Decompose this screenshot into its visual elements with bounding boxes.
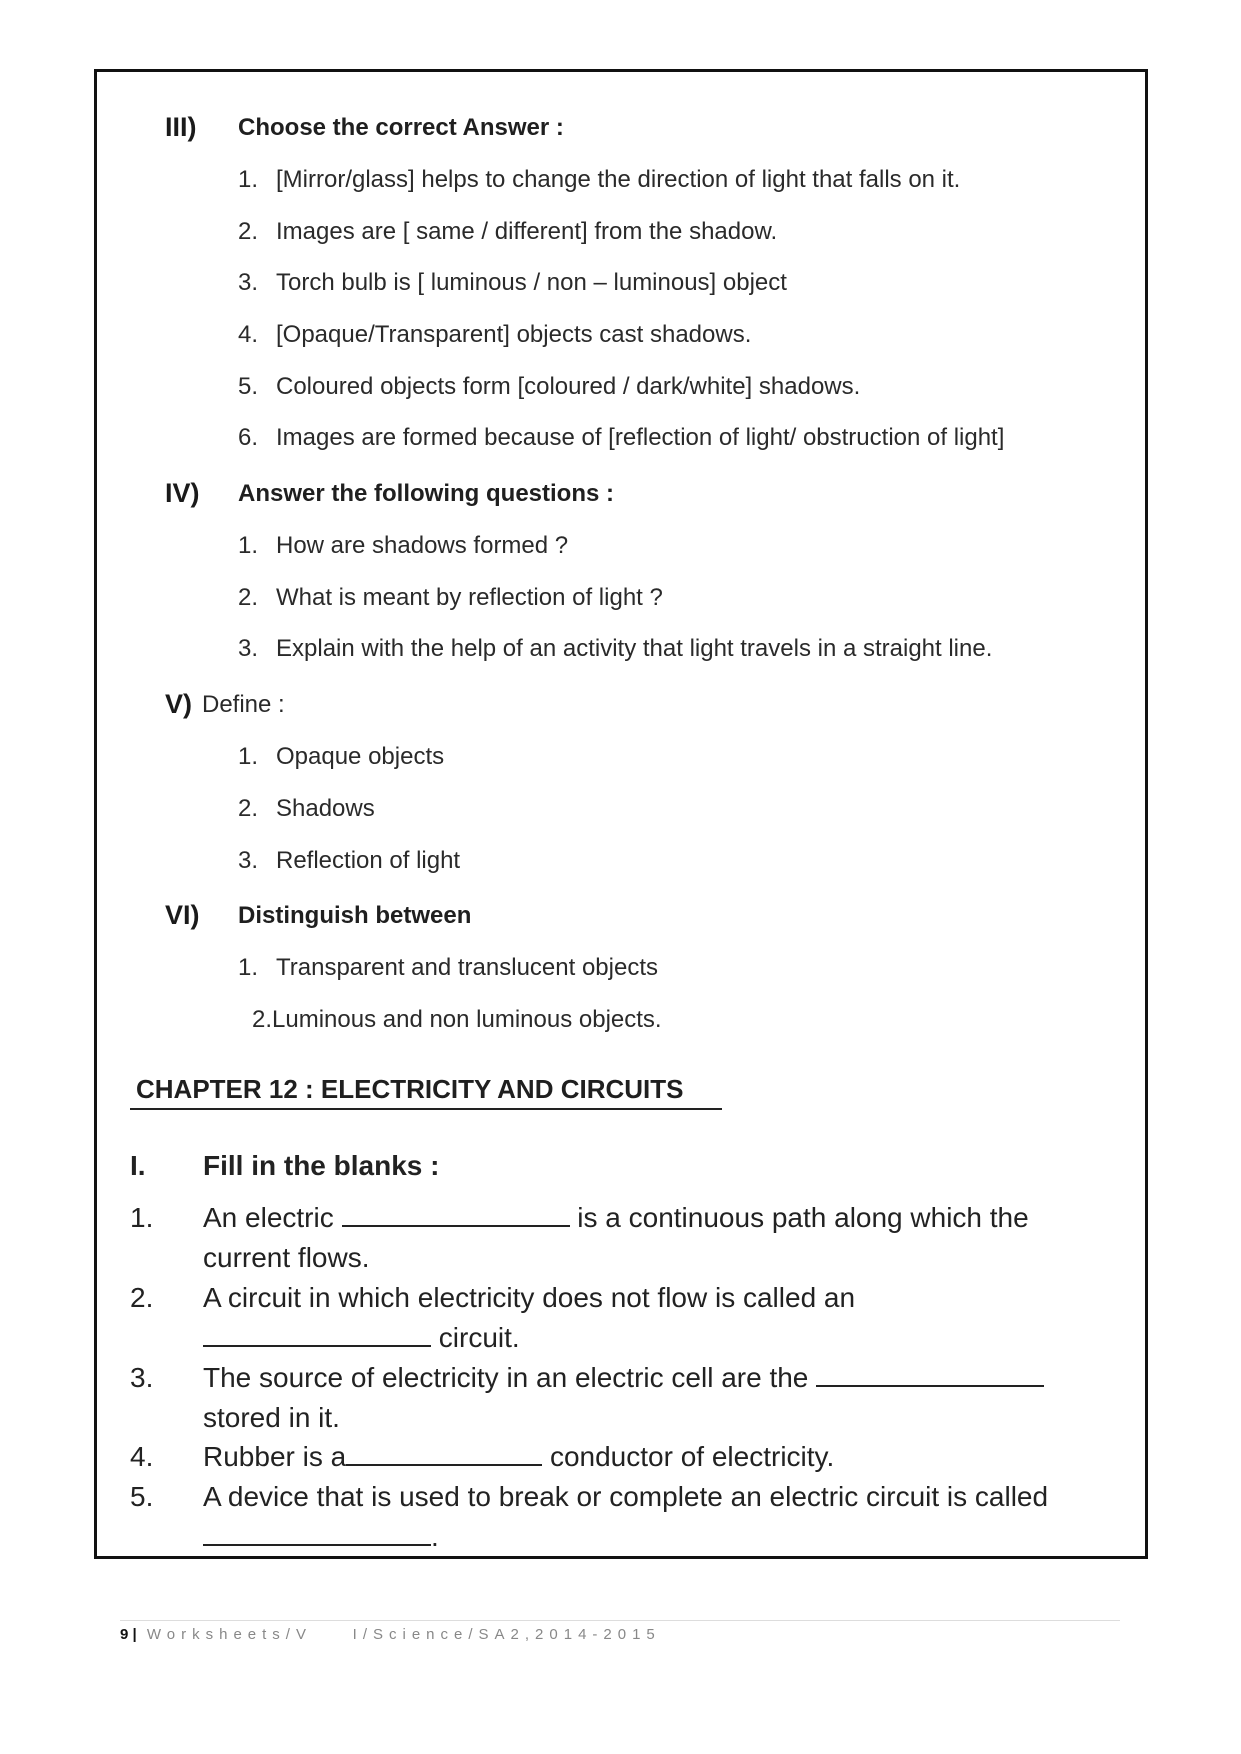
q5-number: 5.: [130, 1481, 154, 1512]
q5-line-1: A device that is used to break or complete an electric circuit is called: [203, 1481, 1049, 1512]
page-number: 9 |: [120, 1626, 137, 1643]
q2-line-2: circuit.: [203, 1322, 520, 1354]
sec3-item-1: 1. [Mirror/glass] helps to change the direction of light that falls on it.: [238, 166, 961, 193]
sec5-item-3: 3. Reflection of light: [238, 847, 461, 874]
footer-text: Worksheets/V I/Science/SA2,2014-2015: [146, 1626, 661, 1643]
q1-line-2: current flows.: [203, 1242, 370, 1273]
q5-blank[interactable]: [203, 1522, 431, 1546]
q2-line-1: A circuit in which electricity does not flow is called an: [203, 1282, 856, 1313]
sec3-item-4: 4. [Opaque/Transparent] objects cast shadows.: [238, 321, 752, 348]
footer: [120, 1626, 661, 1643]
chapter-underline: [130, 1108, 722, 1110]
sec3-item-5: 5. Coloured objects form [coloured / dark/white] shadows.: [238, 373, 861, 400]
q3-number: 3.: [130, 1362, 154, 1393]
q1-blank[interactable]: [342, 1203, 570, 1227]
sec5-item-2: 2. Shadows: [238, 795, 375, 822]
section-6-number: VI): [165, 900, 200, 930]
sec5-item-1: 1. Opaque objects: [238, 743, 445, 770]
sec3-item-6: 6. Images are formed because of [reflection of light/ obstruction of light]: [238, 424, 1005, 451]
section-3-title: Choose the correct Answer :: [238, 114, 564, 141]
sec6-item-1: 1. Transparent and translucent objects: [238, 954, 658, 981]
chapter-title: CHAPTER 12 : ELECTRICITY AND CIRCUITS: [136, 1074, 684, 1104]
sec4-item-2: 2. What is meant by reflection of light ?: [238, 584, 663, 611]
sec4-item-3: 3. Explain with the help of an activity that light travels in a straight line.: [238, 635, 993, 662]
q4-number: 4.: [130, 1441, 154, 1472]
q1-line-1: An electric is a continuous path along which the: [203, 1202, 1029, 1233]
sec3-item-2: 2. Images are [ same / different] from the shadow.: [238, 218, 778, 245]
sec3-item-3: 3. Torch bulb is [ luminous / non – luminous] object: [238, 269, 787, 296]
q4-blank[interactable]: [346, 1442, 542, 1466]
fill-section-number: I.: [130, 1150, 146, 1181]
q2-blank[interactable]: [203, 1323, 431, 1347]
section-4-number: IV): [165, 478, 200, 508]
q3-line-2: stored in it.: [203, 1402, 340, 1433]
fill-section-title: Fill in the blanks :: [203, 1150, 440, 1181]
section-5-number: V): [165, 689, 192, 719]
q2-number: 2.: [130, 1282, 154, 1313]
section-4-title: Answer the following questions :: [238, 480, 615, 507]
q4-line-1: Rubber is a conductor of electricity.: [203, 1441, 835, 1472]
q3-line-1: The source of electricity in an electric cell are the: [203, 1362, 1044, 1394]
q1-number: 1.: [130, 1202, 154, 1233]
sec4-item-1: 1. How are shadows formed ?: [238, 532, 569, 559]
section-6-title: Distinguish between: [238, 902, 472, 929]
footer-divider: [120, 1620, 1120, 1621]
sec6-item-2: 2.Luminous and non luminous objects.: [252, 1006, 662, 1033]
section-3-number: III): [165, 112, 197, 142]
q5-line-2: .: [203, 1521, 439, 1553]
q3-blank[interactable]: [816, 1363, 1044, 1387]
section-5-title: Define :: [202, 691, 285, 718]
